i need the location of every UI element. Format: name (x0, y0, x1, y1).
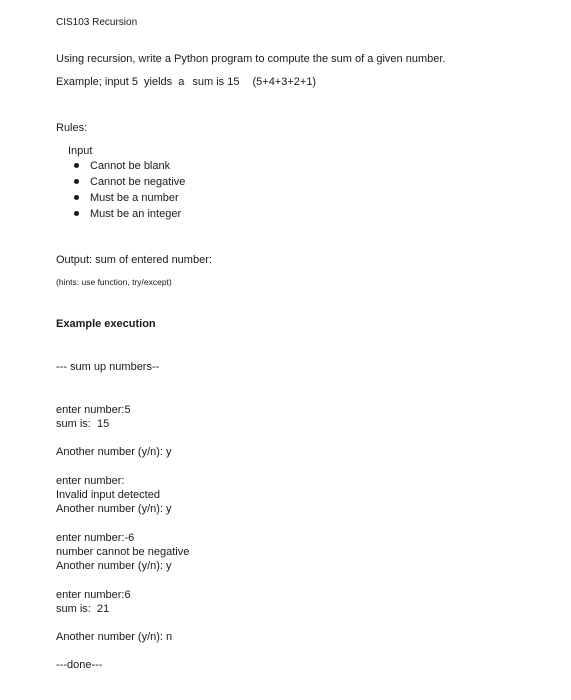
example-execution-heading: Example execution (56, 318, 156, 330)
hints-line: (hints: use function, try/except) (56, 277, 172, 287)
example-lead: Example; input 5 yields a (56, 76, 185, 88)
execution-line: Invalid input detected (56, 489, 160, 501)
rule-item: Must be an integer (74, 207, 181, 221)
example-sum-text: sum is 15 (192, 76, 240, 88)
rule-item: Must be a number (74, 191, 179, 205)
execution-line: sum is: 15 (56, 418, 110, 430)
bullet-icon (74, 211, 79, 216)
example-line (56, 75, 316, 89)
bullet-icon (74, 179, 79, 184)
document-header: CIS103 Recursion (56, 17, 138, 28)
execution-done: ---done--- (56, 659, 103, 671)
execution-line: Another number (y/n): y (56, 503, 172, 515)
execution-line: Another number (y/n): y (56, 446, 172, 458)
example-expansion: (5+4+3+2+1) (252, 76, 317, 88)
execution-line: Another number (y/n): n (56, 631, 173, 643)
execution-line: enter number:5 (56, 404, 131, 416)
execution-line: enter number:-6 (56, 532, 135, 544)
execution-line: enter number: (56, 475, 125, 487)
execution-line: sum is: 21 (56, 603, 110, 615)
rule-item: Cannot be negative (74, 175, 185, 189)
execution-banner: --- sum up numbers-- (56, 361, 160, 373)
execution-line: number cannot be negative (56, 546, 190, 558)
rule-item: Cannot be blank (74, 159, 170, 173)
assignment-instruction: Using recursion, write a Python program to compute the sum of a given number. (56, 53, 446, 65)
execution-line: enter number:6 (56, 589, 131, 601)
output-line: Output: sum of entered number: (56, 254, 212, 266)
bullet-icon (74, 195, 79, 200)
bullet-icon (74, 163, 79, 168)
execution-line: Another number (y/n): y (56, 560, 172, 572)
rules-label: Rules: (56, 122, 88, 134)
input-label: Input (68, 145, 93, 157)
